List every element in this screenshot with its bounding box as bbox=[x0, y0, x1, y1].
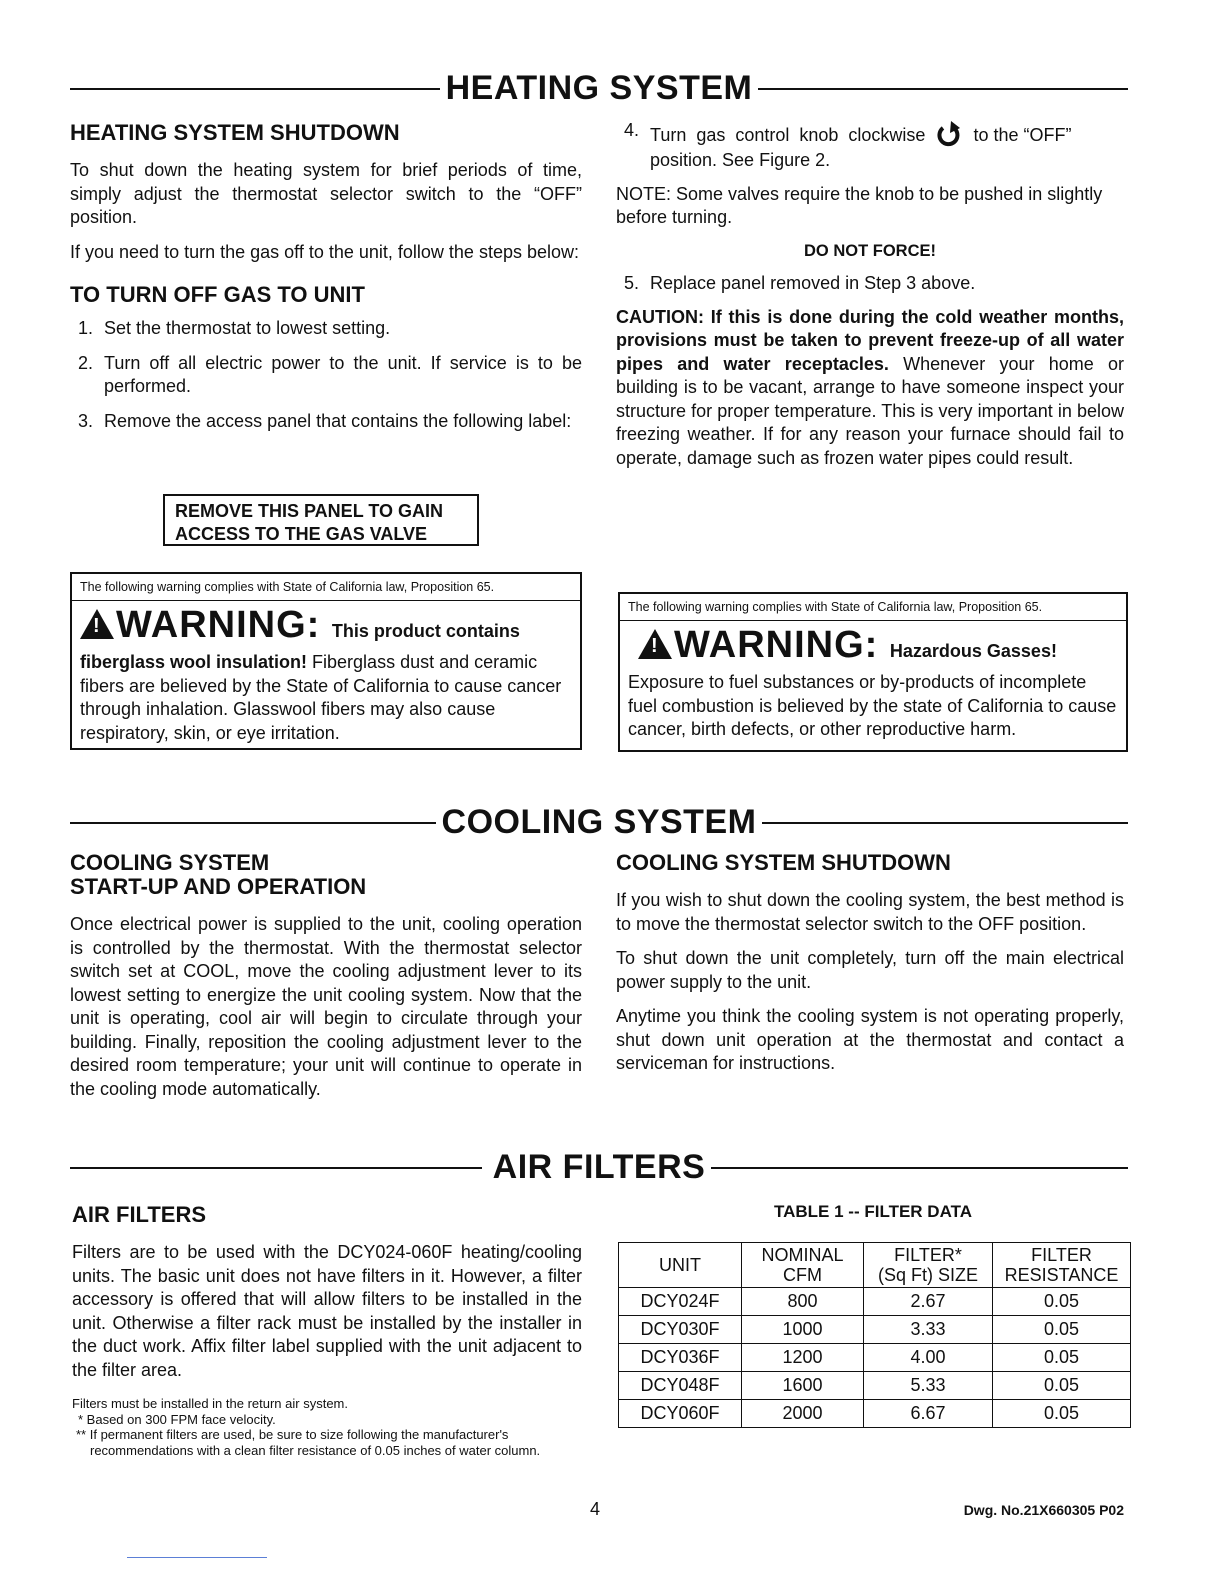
drawing-number: Dwg. No.21X660305 P02 bbox=[963, 1502, 1124, 1518]
heating-shutdown-heading: HEATING SYSTEM SHUTDOWN bbox=[70, 120, 400, 145]
table-header-row bbox=[619, 1243, 1131, 1288]
turn-off-gas-heading: TO TURN OFF GAS TO UNIT bbox=[70, 282, 365, 307]
heating-right-column bbox=[616, 119, 1124, 470]
step-item: 1. Set the thermostat to lowest setting. bbox=[78, 318, 391, 338]
heating-left-column bbox=[70, 121, 582, 433]
filter-notes bbox=[72, 1396, 582, 1458]
column-header: FILTER RESISTANCE bbox=[993, 1243, 1131, 1288]
warning-subtitle: This product contains bbox=[331, 621, 520, 641]
gas-off-steps bbox=[70, 317, 582, 433]
clockwise-arrow-icon bbox=[936, 119, 962, 149]
step-item: 3. Remove the access panel that contains the following label: bbox=[78, 410, 572, 431]
heating-gas-off-intro: If you need to turn the gas off to the unit, follow the steps below: bbox=[70, 241, 579, 262]
table-title: TABLE 1 -- FILTER DATA bbox=[774, 1202, 972, 1221]
cooling-right-column bbox=[616, 851, 1124, 1076]
footer-link-underline bbox=[127, 1557, 267, 1558]
step-item: 4. Turn gas control knob clockwise to the “OFF” position. See Figure 2. bbox=[624, 120, 1072, 170]
warning-heading: !WARNING: Hazardous Gasses! bbox=[628, 625, 1118, 671]
warning-text: Exposure to fuel substances or by-products of incomplete fuel combustion is believed by the state of California to cause cancer, birth defects, or other reproductive harm. bbox=[628, 672, 1117, 739]
panel-label-line: REMOVE THIS PANEL TO GAIN bbox=[175, 501, 444, 521]
caution-bold-text: CAUTION: If this is done during the cold weather months, provisions must be taken to prevent freeze-up of all water pipes and water receptacles. bbox=[616, 306, 1124, 374]
cooling-shutdown-paragraph: If you wish to shut down the cooling system, the best method is to move the thermostat selector switch to the OFF position. bbox=[616, 890, 1124, 934]
cooling-shutdown-paragraph: Anytime you think the cooling system is not operating properly, shut down unit operation at the thermostat and contact a serviceman for instructions. bbox=[616, 1006, 1124, 1073]
cooling-startup-text: Once electrical power is supplied to the unit, cooling operation is controlled by the thermostat. With the thermostat selector switch set at COOL, move the cooling adjustment lever to its lowest setting to energize the unit cooling system. Now that the unit is operating, cool air will begin to circulate through your building. Finally, reposition the cooling adjustment lever to the desired room temperature; your unit will continue to operate in the cooling mode automatically. bbox=[70, 914, 582, 1099]
table-row: DCY030F 1000 3.33 0.05 bbox=[619, 1316, 1131, 1344]
section-title: HEATING SYSTEM bbox=[440, 69, 759, 107]
warning-triangle-icon bbox=[638, 629, 672, 659]
cooling-shutdown-paragraph: To shut down the unit completely, turn off the main electrical power supply to the unit. bbox=[616, 948, 1124, 992]
do-not-force: DO NOT FORCE! bbox=[804, 241, 936, 260]
table-row: DCY048F 1600 5.33 0.05 bbox=[619, 1372, 1131, 1400]
table-row: DCY036F 1200 4.00 0.05 bbox=[619, 1344, 1131, 1372]
warning-triangle-icon bbox=[80, 609, 114, 639]
warning-heading: !WARNING: This product contains bbox=[80, 605, 572, 651]
filter-note: * Based on 300 FPM face velocity. bbox=[78, 1411, 276, 1427]
warning-text: fiberglass wool insulation! Fiberglass dust and ceramic fibers are believed by the State of California to cause cancer through inhalation. Glasswool fibers may also cause respiratory, skin, or eye irritation. bbox=[80, 652, 562, 743]
warning-box-gasses bbox=[618, 592, 1128, 752]
filter-note: ** If permanent filters are used, be sure to size following the manufacturer's recommendations with a clean filter resistance of 0.05 inches of water column. bbox=[76, 1427, 541, 1458]
heating-shutdown-paragraph: To shut down the heating system for brief periods of time, simply adjust the thermostat selector switch to the “OFF” position. bbox=[70, 160, 582, 227]
caution-paragraph bbox=[616, 306, 1124, 471]
section-title: COOLING SYSTEM bbox=[436, 803, 763, 841]
panel-label-box bbox=[163, 494, 479, 546]
warning-caption: The following warning complies with State of California law, Proposition 65. bbox=[72, 574, 580, 601]
filter-note: Filters must be installed in the return air system. bbox=[72, 1396, 348, 1411]
section-title: AIR FILTERS bbox=[487, 1148, 712, 1186]
column-header: FILTER* (Sq Ft) SIZE bbox=[864, 1243, 993, 1288]
cooling-shutdown-heading: COOLING SYSTEM SHUTDOWN bbox=[616, 850, 951, 875]
page-number: 4 bbox=[590, 1499, 601, 1519]
filter-data-table bbox=[618, 1242, 1131, 1428]
air-filters-heading: AIR FILTERS bbox=[72, 1202, 207, 1227]
table-row: DCY060F 2000 6.67 0.05 bbox=[619, 1400, 1131, 1428]
air-filters-left-column bbox=[72, 1203, 582, 1458]
heating-section-header bbox=[70, 68, 1128, 108]
warning-subtitle: Hazardous Gasses! bbox=[889, 641, 1057, 661]
cooling-section-header bbox=[70, 802, 1128, 842]
caution-text: Whenever your home or building is to be vacant, arrange to have someone inspect your structure for proper temperature. This is very important in below freezing weather. If for any reason your furnace should fail to operate, damage such as frozen water pipes could result. bbox=[616, 353, 1125, 468]
cooling-left-column bbox=[70, 851, 582, 1101]
cooling-startup-heading: COOLING SYSTEM START-UP AND OPERATION bbox=[70, 850, 367, 899]
step-item: 2. Turn off all electric power to the unit. If service is to be performed. bbox=[78, 352, 582, 396]
air-filters-section-header bbox=[70, 1147, 1128, 1187]
note-paragraph: NOTE: Some valves require the knob to be pushed in slightly before turning. bbox=[616, 183, 1103, 227]
air-filters-text: Filters are to be used with the DCY024-060F heating/cooling units. The basic unit does not have filters in it. However, a filter accessory is offered that will allow filters to be installed in the unit. Otherwise a filter rack must be installed by the installer in the duct work. Affix filter label supplied with the unit adjacent to the filter area. bbox=[72, 1242, 582, 1380]
column-header: UNIT bbox=[619, 1243, 742, 1288]
step-item: 5. Replace panel removed in Step 3 above. bbox=[624, 273, 976, 293]
warning-box-fiberglass bbox=[70, 572, 582, 750]
warning-caption: The following warning complies with State of California law, Proposition 65. bbox=[620, 594, 1126, 621]
table-row: DCY024F 800 2.67 0.05 bbox=[619, 1288, 1131, 1316]
column-header: NOMINAL CFM bbox=[742, 1243, 864, 1288]
panel-label-line: ACCESS TO THE GAS VALVE bbox=[175, 524, 428, 544]
